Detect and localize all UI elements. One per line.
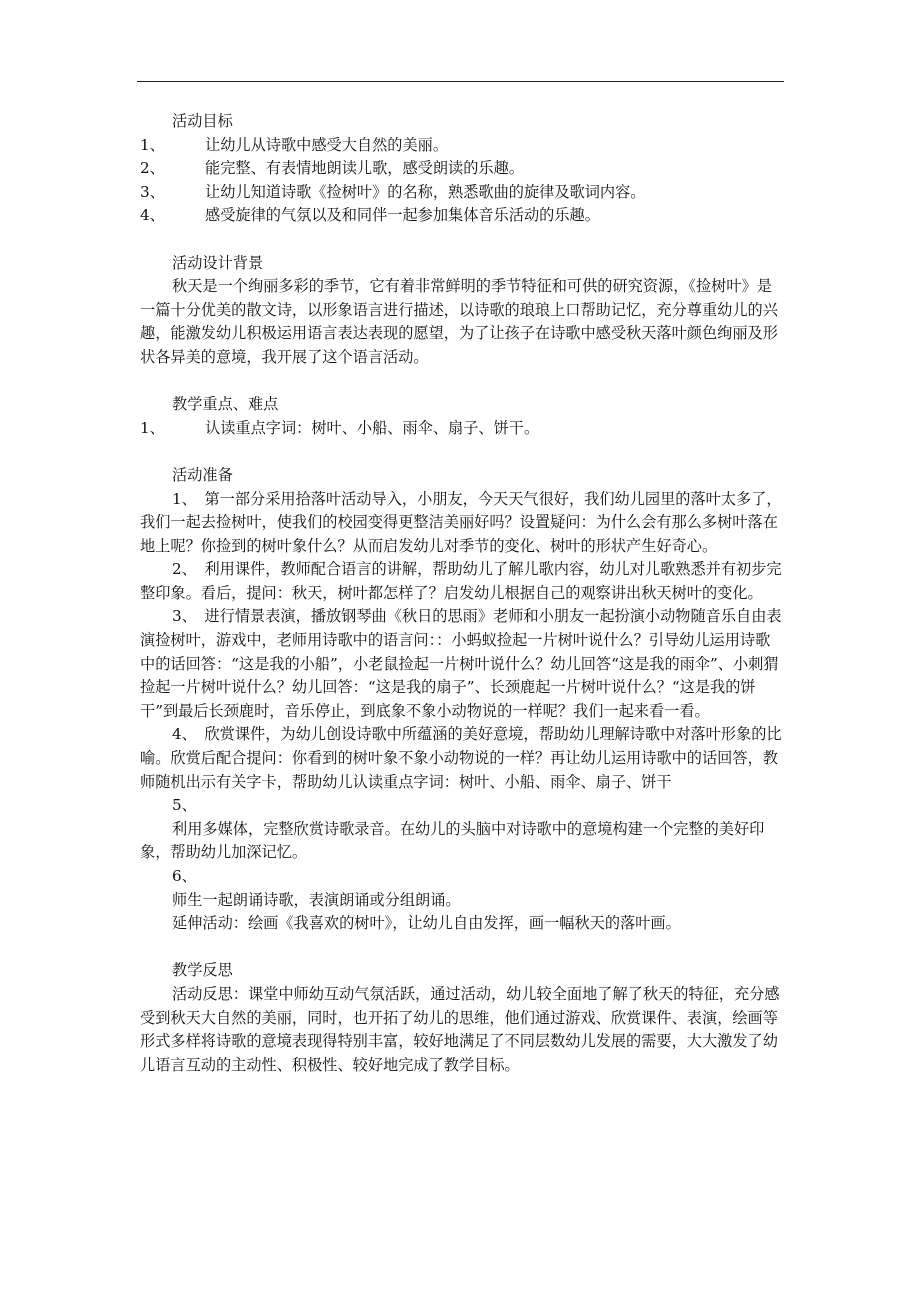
goal-number: 3、 <box>140 182 165 201</box>
extension-activity: 延伸活动：绘画《我喜欢的树叶》，让幼儿自由发挥，画一幅秋天的落叶画。 <box>172 914 681 933</box>
goal-number: 1、 <box>140 135 165 154</box>
goal-number: 4、 <box>140 206 165 225</box>
background-paragraph: 秋天是一个绚丽多彩的季节，它有着非常鲜明的季节特征和可供的研究资源，《捡树叶》是一篇十分优美的散文诗，以形象语言进行描述，以诗歌的琅琅上口帮助记忆，充分尊重幼儿的兴趣，能激发幼儿积极运用语言表达表现的愿望，为了让孩子在诗歌中感受秋天落叶颜色绚丽及形状各异美的意境，我开展了这个语言活动。 <box>140 277 778 366</box>
reflection-paragraph: 活动反思：课堂中师幼互动气氛活跃，通过活动，幼儿较全面地了解了秋天的特征，充分感受到秋天大自然的美丽，同时，也开拓了幼儿的思维，他们通过游戏、欣赏课件、表演，绘画等形式多样将诗歌的意境表现得特别丰富，较好地满足了不同层数幼儿发展的需要，大大激发了幼儿语言互动的主动性、积极性、较好地完成了教学目标。 <box>140 984 780 1074</box>
goal-text: 能完整、有表情地朗读儿歌，感受朗读的乐趣。 <box>205 159 524 178</box>
header-rule <box>137 81 784 82</box>
goal-number: 2、 <box>140 159 165 178</box>
goal-text: 感受旋律的气氛以及和同伴一起参加集体音乐活动的乐趣。 <box>205 206 600 225</box>
goal-item <box>140 204 785 228</box>
preparation-step-2: 2、 利用课件，教师配合语言的讲解，帮助幼儿了解儿歌内容，幼儿对儿歌熟悉并有初步完整印象。看后，提问：秋天，树叶都怎样了？启发幼儿根据自己的观察讲出秋天树叶的变化。 <box>140 560 782 602</box>
preparation-step-5: 利用多媒体，完整欣赏诗歌录音。在幼儿的头脑中对诗歌中的意境构建一个完整的美好印象，帮助幼儿加深记忆。 <box>140 819 765 862</box>
goals-heading: 活动目标 <box>172 112 233 130</box>
key-point-number: 1、 <box>140 418 165 437</box>
document-body <box>140 110 785 1077</box>
preparation-step-1: 1、 第一部分采用拾落叶活动导入，小朋友，今天天气很好，我们幼儿园里的落叶太多了，我们一起去捡树叶，使我们的校园变得更整洁美丽好吗？设置疑问：为什么会有那么多树叶落在地上呢？你捡到的树叶象什么？从而启发幼儿对季节的变化、树叶的形状产生好奇心。 <box>140 489 782 555</box>
reflection-heading: 教学反思 <box>172 961 233 980</box>
key-point-text: 认读重点字词：树叶、小船、雨伞、扇子、饼干。 <box>205 418 540 437</box>
preparation-heading: 活动准备 <box>172 465 233 484</box>
preparation-step-3: 3、 进行情景表演，播放钢琴曲《秋日的思雨》老师和小朋友一起扮演小动物随音乐自由表演捡树叶，游戏中，老师用诗歌中的语言问：：小蚂蚁捡起一片树叶说什么？引导幼儿运用诗歌中的话回答：“这是我的小船”，小老鼠捡起一片树叶说什么？幼儿回答“这是我的雨伞”、小刺猬捡起一片树叶说什么？幼儿回答：“这是我的扇子”、长颈鹿起一片树叶说什么？“这是我的饼干”到最后长颈鹿时，音乐停止，到底象不象小动物说的一样呢？我们一起来看一看。 <box>140 607 782 720</box>
goal-text: 让幼儿知道诗歌《捡树叶》的名称，熟悉歌曲的旋律及歌词内容。 <box>205 182 646 201</box>
goal-item <box>140 157 785 181</box>
preparation-step-6: 师生一起朗诵诗歌，表演朗诵或分组朗诵。 <box>172 890 461 909</box>
preparation-step-6-number: 6、 <box>172 867 197 885</box>
key-point-item <box>140 417 785 441</box>
goal-text: 让幼儿从诗歌中感受大自然的美丽。 <box>205 135 448 154</box>
preparation-step-5-number: 5、 <box>172 796 197 815</box>
goal-item <box>140 134 785 158</box>
background-heading: 活动设计背景 <box>172 253 264 272</box>
preparation-step-4: 4、 欣赏课件，为幼儿创设诗歌中所蕴涵的美好意境，帮助幼儿理解诗歌中对落叶形象的比喻。欣赏后配合提问：你看到的树叶象不象小动物说的一样？再让幼儿运用诗歌中的话回答，教师随机出示有关字卡，帮助幼儿认读重点字词：树叶、小船、雨伞、扇子、饼干 <box>140 725 782 791</box>
key-points-heading: 教学重点、难点 <box>172 395 279 414</box>
goal-item <box>140 181 785 205</box>
